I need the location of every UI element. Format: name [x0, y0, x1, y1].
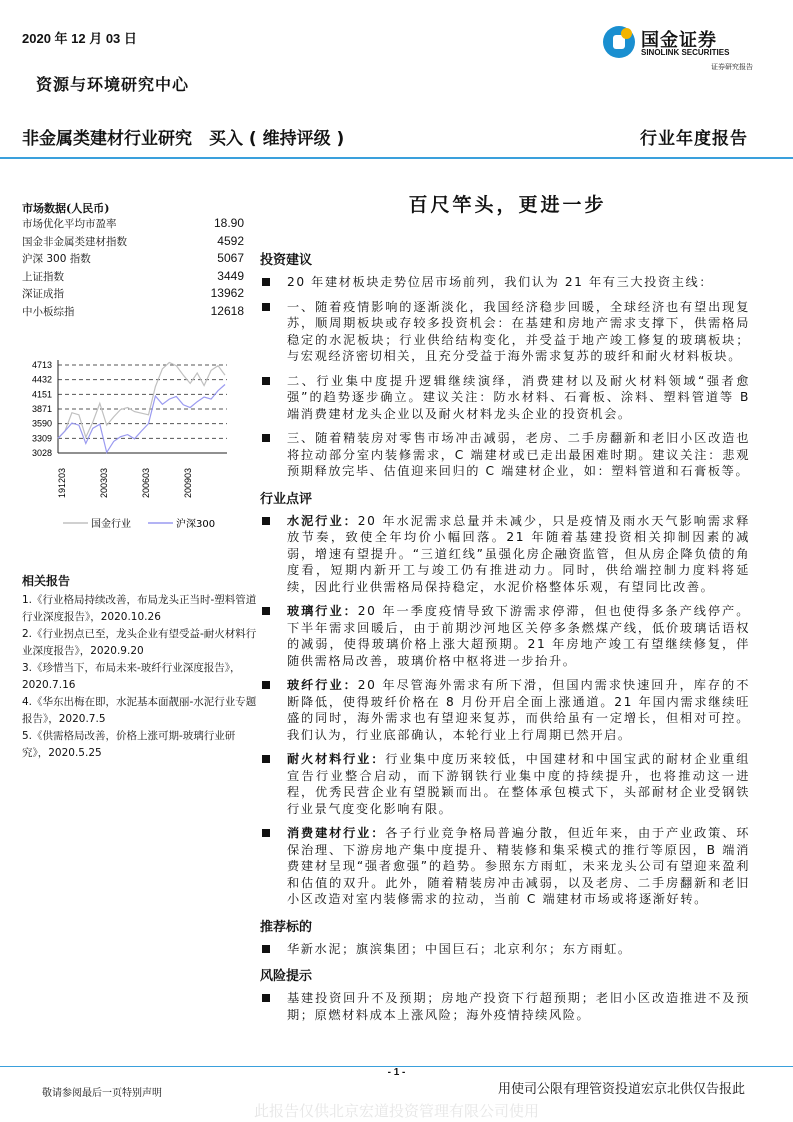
y-tick-label: 3309: [31, 433, 52, 444]
bullet-icon: [262, 945, 270, 953]
x-tick-label: 200603: [141, 467, 151, 498]
x-tick-label: 200303: [99, 467, 109, 498]
footer-disclaimer: 敬请参阅最后一页特别声明: [42, 1088, 162, 1099]
index-chart: [18, 355, 248, 535]
bullet-icon: [262, 434, 270, 442]
invest-text: 二、行业集中度提升逻辑继续演绎，消费建材以及耐火材料领域“强者愈强”的趋势逐步确立。建议关注：防水材料、石膏板、涂料、塑料管道等 B 端消费建材龙头企业以及耐火材料龙头企业的投资机会。: [287, 373, 750, 421]
x-tick-label: 191203: [57, 467, 67, 498]
market-value: 13962: [210, 286, 244, 300]
market-row: [22, 269, 244, 284]
market-label: 沪深 300 指数: [22, 253, 91, 265]
footer-mirrored-notice: 用使司公限有理管资投道宏京北供仅告报此: [497, 1081, 745, 1096]
invest-heading: 投资建议: [260, 253, 313, 268]
review-text: 各子行业竞争格局普遍分散，但近年来，由于产业政策、环保治理、下游房地产集中度提升、精装修和集采模式的推行等原因，B 端消费建材呈现“强者愈强”的趋势。参照东方雨虹，未来龙头公司有望迎来盈利和估值的双升。此外，随着精装房冲击减弱，以及老房、二手房翻新和老旧小区改造对室内装修需求的拉动，当前 C 端建材市场或将逐渐好转。: [287, 826, 750, 906]
bullet-icon: [262, 681, 270, 689]
legend-label: 国金行业: [91, 519, 131, 530]
review-item: [260, 677, 750, 743]
review-text: 20 年一季度疫情导致下游需求停滞，但也使得多条产线停产。下半年需求回暖后，由于前期沙河地区关停多条燃煤产线，低价玻璃话语权的减弱，使得玻璃价格上涨大超预期。21 年房地产竣工有望继续修复，伴随供需格局改善，玻璃价格中枢将进一步抬升。: [287, 604, 750, 668]
review-industry-name: 玻璃行业：: [287, 604, 358, 618]
picks-item: [260, 941, 750, 958]
y-tick-label: 4151: [31, 389, 52, 400]
logo-dot-icon: [621, 28, 632, 39]
header-divider: [0, 157, 793, 159]
bullet-icon: [262, 829, 270, 837]
page-number: - 1 -: [387, 1067, 406, 1078]
market-data-title: 市场数据(人民币): [22, 202, 110, 215]
y-tick-label: 4432: [31, 374, 52, 385]
report-title: 百尺竿头，更进一步: [408, 194, 607, 216]
invest-item: [260, 373, 750, 423]
related-report-item: 2.《行业拐点已至，龙头企业有望受益-耐火材料行业深度报告》，2020.9.20: [22, 628, 257, 657]
bullet-icon: [262, 278, 270, 286]
market-row: [22, 234, 244, 249]
market-label: 上证指数: [22, 270, 64, 283]
market-label: 市场优化平均市盈率: [22, 218, 117, 230]
market-row: [22, 304, 244, 319]
y-tick-label: 3028: [31, 448, 52, 458]
bullet-icon: [262, 517, 270, 525]
review-item: [260, 825, 750, 908]
company-logo: [603, 24, 753, 76]
review-text: 20 年尽管海外需求有所下滑，但国内需求快速回升，库存的不断降低，使得玻纤价格在 8 月份开启全面上涨通道。21 年国内需求继续旺盛的同时，海外需求也有望迎来复苏，而供给虽有一定增长，但相对可控。我们认为，行业底部确认，本轮行业上行周期已然开启。: [287, 678, 750, 742]
y-tick-label: 3871: [31, 403, 52, 414]
picks-text: 华新水泥；旗滨集团；中国巨石；北京利尔；东方雨虹。: [287, 941, 632, 956]
bullet-icon: [262, 607, 270, 615]
review-text: 20 年水泥需求总量并未减少，只是疫情及雨水天气影响需求释放节奏，致使全年均价小幅回落。21 年随着基建投资相关抑制因素的减弱，增速有望提升。“三道红线”虽强化房企融资监管，但从房企降负债的角度看，短期内新开工与竣工仍有推进动力。同时，供给端控制力度料将延续，因此行业供需格局保持稳定，水泥价格整体乐观，有望同比改善。: [287, 513, 750, 594]
research-center: 资源与环境研究中心: [36, 75, 190, 94]
risk-text: 基建投资回升不及预期；房地产投资下行超预期；老旧小区改造推进不及预期；原燃材料成本上涨风险；海外疫情持续风险。: [287, 991, 750, 1022]
market-row: [22, 286, 244, 301]
related-reports-title: 相关报告: [22, 574, 71, 588]
report-type: 行业年度报告: [640, 129, 748, 149]
bullet-icon: [262, 994, 270, 1002]
market-row: [22, 251, 244, 266]
market-value: 18.90: [213, 216, 244, 230]
logo-en: SINOLINK SECURITIES: [641, 48, 730, 57]
legend-label: 沪深300: [176, 519, 216, 530]
picks-heading: 推荐标的: [260, 919, 313, 935]
review-text: 行业集中度历来较低，中国建材和中国宝武的耐材企业重组宣告行业整合启动，而下游钢铁行业集中度的持续提升，也将推动这一进程，优秀民营企业有望脱颖而出。在整体承包模式下，头部耐材企业受钢铁行业景气度变化影响有限。: [287, 752, 750, 816]
related-report-item: 4.《华东出梅在即，水泥基本面靓丽-水泥行业专题报告》，2020.7.5: [22, 696, 257, 725]
logo-cn: 国金证券: [641, 30, 717, 51]
review-item: [260, 751, 750, 817]
y-tick-label: 4713: [31, 360, 52, 370]
review-item: [260, 603, 750, 669]
market-value: 12618: [210, 303, 244, 318]
invest-item: [260, 430, 750, 480]
bullet-icon: [262, 755, 270, 763]
review-industry-name: 水泥行业：: [287, 513, 358, 528]
watermark: 此报告仅供北京宏道投资管理有限公司使用: [253, 1104, 539, 1120]
related-report-item: 1.《行业格局持续改善，布局龙头正当时-塑料管道行业深度报告》，2020.10.26: [22, 594, 257, 623]
market-value: 3449: [217, 268, 244, 283]
related-report-item: 5.《供需格局改善，价格上涨可期-玻璃行业研究》，2020.5.25: [22, 730, 236, 759]
logo-sub: 证券研究报告: [711, 63, 753, 71]
report-date: 2020 年 12 月 03 日: [22, 31, 137, 46]
y-tick-label: 3590: [31, 418, 52, 429]
main-content: [260, 245, 750, 1031]
risk-heading: 风险提示: [260, 969, 313, 984]
x-tick-label: 200903: [183, 467, 193, 498]
related-report-item: 3.《珍惜当下，布局未来-玻纤行业深度报告》，2020.7.16: [22, 662, 241, 691]
review-industry-name: 耐火材料行业：: [287, 752, 386, 766]
market-label: 深证成指: [22, 288, 64, 300]
invest-item: [260, 274, 750, 291]
related-reports: [22, 572, 257, 762]
review-heading: 行业点评: [260, 491, 313, 507]
market-value: 4592: [217, 233, 244, 248]
review-industry-name: 消费建材行业：: [287, 826, 386, 840]
market-value: 5067: [217, 251, 244, 265]
invest-item: [260, 299, 750, 365]
invest-text: 一、随着疫情影响的逐渐淡化，我国经济稳步回暖，全球经济也有望出现复苏，顺周期板块或存较多投资机会：在基建和房地产需求支撑下，供需格局稳定的水泥板块；行业供给结构变化，并受益于地产竣工修复的玻璃板块；与宏观经济密切相关，且充分受益于海外需求复苏的玻纤和耐火材料板块。: [287, 299, 750, 363]
review-item: [260, 513, 750, 596]
risk-item: [260, 990, 750, 1023]
bullet-icon: [262, 377, 270, 385]
bullet-icon: [262, 303, 270, 311]
invest-text: 20 年建材板块走势位居市场前列，我们认为 21 年有三大投资主线：: [287, 275, 714, 289]
review-industry-name: 玻纤行业：: [287, 678, 358, 692]
market-label: 国金非金属类建材指数: [22, 235, 127, 248]
market-row: [22, 216, 244, 231]
invest-text: 三、随着精装房对零售市场冲击减弱，老房、二手房翻新和老旧小区改造也将拉动部分室内装修需求，C 端建材或已走出最困难时期。建议关注：悲观预期释放完毕、估值迎来回归的 C 端建材企业，如：塑料管道和石膏板等。: [287, 431, 750, 478]
market-label: 中小板综指: [22, 305, 75, 318]
industry-title: 非金属类建材行业研究 买入 ( 维持评级 ): [22, 129, 345, 149]
